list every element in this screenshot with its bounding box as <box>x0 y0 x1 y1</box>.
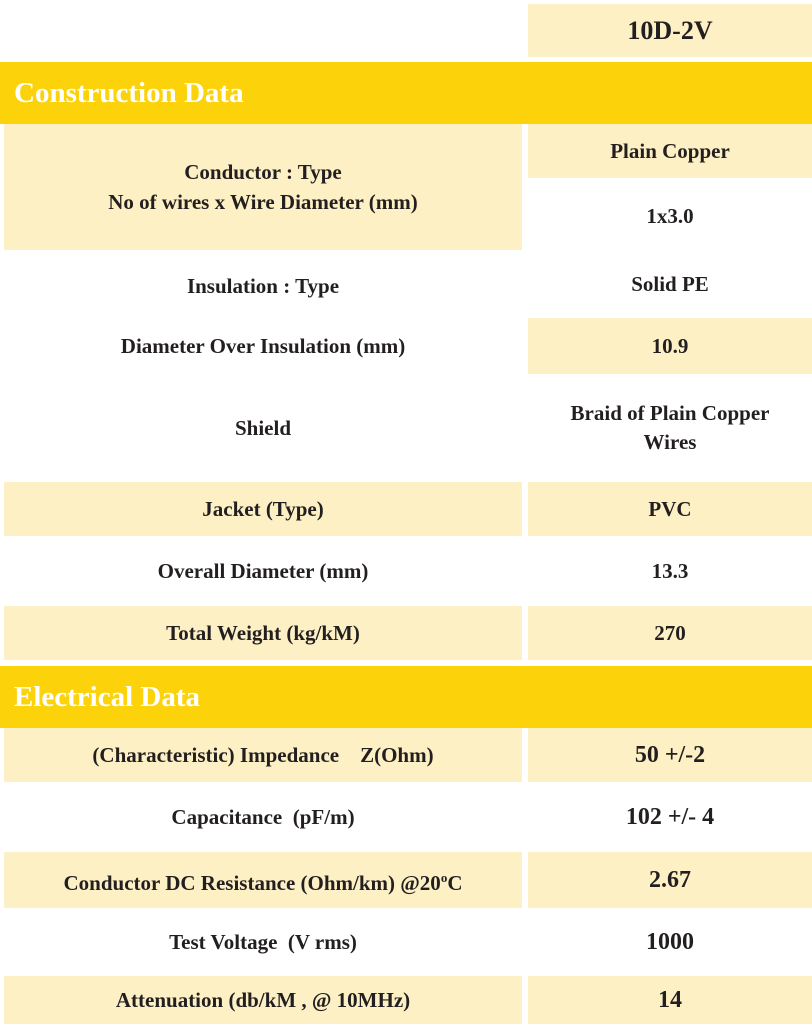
capacitance-label <box>4 788 522 846</box>
shield-value-line-1: Braid of Plain Copper <box>570 401 770 425</box>
shield-label-text: Shield <box>234 416 292 440</box>
resistance-label <box>4 852 522 908</box>
resistance-value <box>528 852 812 908</box>
jacket-value-text: PVC <box>648 496 692 521</box>
attenuation-value-text: 14 <box>658 986 682 1013</box>
impedance-label-text: (Characteristic) Impedance Z(Ohm) <box>92 743 434 767</box>
jacket-value <box>528 482 812 536</box>
doi-value <box>528 318 812 374</box>
doi-label <box>4 318 522 374</box>
insulation-value <box>528 256 812 312</box>
voltage-label-text: Test Voltage (V rms) <box>169 930 357 954</box>
product-header <box>528 4 812 57</box>
shield-value-line-2: Wires <box>643 430 697 454</box>
insulation-label <box>4 256 522 316</box>
resistance-value-text: 2.67 <box>649 866 691 893</box>
wires-label: No of wires x Wire Diameter (mm) <box>108 190 418 214</box>
jacket-label-text: Jacket (Type) <box>202 497 324 521</box>
degree-symbol: o <box>440 869 448 885</box>
weight-value-text: 270 <box>654 620 686 645</box>
od-label <box>4 542 522 600</box>
insulation-label-text: Insulation : Type <box>186 274 340 298</box>
electrical-section-header <box>0 666 812 728</box>
attenuation-value <box>528 976 812 1024</box>
conductor-type-value <box>528 124 812 178</box>
construction-title: Construction Data <box>14 76 244 109</box>
construction-section-header <box>0 62 812 124</box>
electrical-title: Electrical Data <box>14 680 201 713</box>
wires-text: 1x3.0 <box>646 203 694 228</box>
doi-value-text: 10.9 <box>651 333 689 358</box>
weight-label <box>4 606 522 660</box>
impedance-label <box>4 728 522 782</box>
weight-label-text: Total Weight (kg/kM) <box>166 621 360 645</box>
attenuation-label-text: Attenuation (db/kM , @ 10MHz) <box>115 988 411 1012</box>
attenuation-label <box>4 976 522 1024</box>
capacitance-value-text: 102 +/- 4 <box>625 803 715 830</box>
shield-value <box>528 380 812 476</box>
impedance-value <box>528 728 812 782</box>
weight-value <box>528 606 812 660</box>
resistance-label-text <box>64 863 463 898</box>
od-value <box>528 542 812 600</box>
conductor-label <box>4 124 522 250</box>
voltage-label <box>4 914 522 970</box>
capacitance-label-text: Capacitance (pF/m) <box>171 805 355 829</box>
product-name: 10D-2V <box>627 15 713 45</box>
capacitance-value <box>528 788 812 846</box>
doi-label-text: Diameter Over Insulation (mm) <box>120 334 406 358</box>
shield-label <box>4 380 522 476</box>
voltage-value-text: 1000 <box>646 928 694 955</box>
conductor-type-text: Plain Copper <box>610 138 730 163</box>
wires-value <box>528 182 812 250</box>
od-label-text: Overall Diameter (mm) <box>157 559 369 583</box>
resistance-label-unit: C <box>447 870 463 895</box>
resistance-label-main: Conductor DC Resistance (Ohm/km) @20 <box>63 870 441 895</box>
insulation-value-text: Solid PE <box>631 271 709 296</box>
od-value-text: 13.3 <box>651 558 689 583</box>
conductor-type-label: Conductor : Type <box>184 160 342 184</box>
jacket-label <box>4 482 522 536</box>
impedance-value-text: 50 +/-2 <box>634 741 706 768</box>
voltage-value <box>528 914 812 970</box>
